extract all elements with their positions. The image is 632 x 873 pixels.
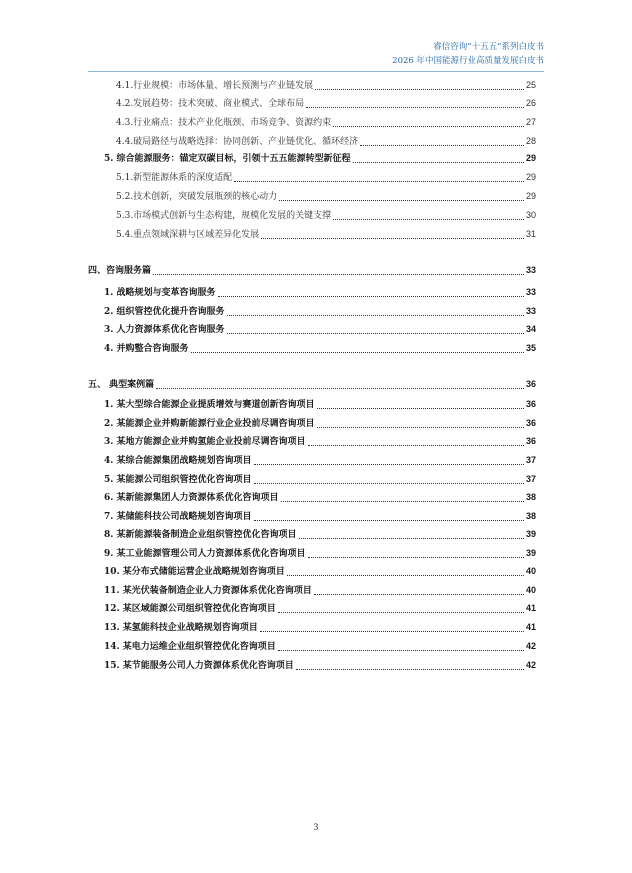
toc-entry-page: 26 (525, 98, 536, 108)
toc-entry[interactable] (104, 564, 536, 580)
toc-entry-title: 4. 并购整合咨询服务 (104, 344, 189, 354)
toc-entry-page: 28 (525, 136, 536, 146)
toc-entry-page: 38 (525, 511, 536, 521)
toc-entry-page: 41 (525, 603, 536, 613)
toc-leader-dots (260, 625, 524, 632)
toc-entry[interactable] (104, 285, 536, 301)
toc-entry[interactable] (104, 658, 536, 674)
toc-leader-dots (333, 120, 524, 127)
toc-entry[interactable] (104, 341, 536, 357)
toc-entry[interactable] (104, 546, 536, 562)
toc-leader-dots (314, 588, 524, 595)
toc-entry-title: 6. 某新能源集团人力资源体系优化咨询项目 (104, 493, 279, 503)
toc-leader-dots (254, 477, 524, 484)
toc-entry-page: 25 (525, 80, 536, 90)
toc-leader-dots (353, 156, 524, 163)
toc-entry[interactable] (104, 620, 536, 636)
toc-entry-page: 38 (525, 492, 536, 502)
toc-entry-page: 35 (525, 343, 536, 353)
toc-entry-page: 29 (525, 172, 536, 182)
toc-leader-dots (308, 439, 524, 446)
toc-leader-dots (261, 232, 524, 239)
toc-entry-page: 36 (525, 436, 536, 446)
toc-entry-title: 5.4.重点领域深耕与区域差异化发展 (116, 230, 260, 240)
toc-entry-title: 14. 某电力运维企业组织管控优化咨询项目 (104, 642, 276, 652)
toc-leader-dots (278, 644, 524, 651)
toc-leader-dots (315, 83, 524, 90)
toc-entry-title: 3. 某地方能源企业并购氢能企业投前尽调咨询项目 (104, 437, 306, 447)
toc-entry-title: 4. 某综合能源集团战略规划咨询项目 (104, 456, 252, 466)
toc-leader-dots (308, 551, 524, 558)
toc-entry[interactable] (104, 527, 536, 543)
toc-entry[interactable] (116, 189, 536, 205)
toc-entry-page: 31 (525, 229, 536, 239)
toc-entry-title: 四、咨询服务篇 (88, 266, 152, 276)
header-divider (88, 71, 544, 72)
toc-entry-title: 11. 某光伏装备制造企业人力资源体系优化咨询项目 (104, 586, 312, 596)
toc-entry-page: 37 (525, 474, 536, 484)
toc-entry[interactable] (104, 416, 536, 432)
toc-entry[interactable] (116, 227, 536, 243)
toc-leader-dots (227, 309, 524, 316)
toc-entry-title: 3. 人力资源体系优化咨询服务 (104, 325, 225, 335)
toc-entry-page: 27 (525, 117, 536, 127)
toc-entry[interactable] (104, 397, 536, 413)
toc-leader-dots (317, 402, 524, 409)
toc-leader-dots (234, 175, 524, 182)
toc-entry-title: 5. 综合能源服务：锚定双碳目标，引领十五五能源转型新征程 (104, 154, 351, 164)
toc-entry[interactable] (88, 263, 536, 279)
toc-entry[interactable] (116, 78, 536, 94)
toc-entry[interactable] (116, 115, 536, 131)
toc-entry-title: 5. 某能源公司组织管控优化咨询项目 (104, 475, 252, 485)
toc-entry-page: 29 (525, 153, 536, 163)
toc-leader-dots (296, 663, 524, 670)
toc-entry-title: 2. 某能源企业并购新能源行业企业投前尽调咨询项目 (104, 419, 315, 429)
toc-entry[interactable] (104, 639, 536, 655)
toc-leader-dots (360, 139, 524, 146)
toc-entry-page: 42 (525, 641, 536, 651)
toc-entry-page: 39 (525, 548, 536, 558)
toc-leader-dots (218, 290, 524, 297)
toc-leader-dots (287, 569, 524, 576)
toc-entry-title: 1. 某大型综合能源企业提质增效与赛道创新咨询项目 (104, 400, 315, 410)
toc-leader-dots (153, 268, 524, 275)
toc-leader-dots (278, 606, 524, 613)
toc-entry[interactable] (104, 490, 536, 506)
toc-entry[interactable] (116, 96, 536, 112)
toc-entry-title: 15. 某节能服务公司人力资源体系优化咨询项目 (104, 661, 294, 671)
header-series-title: 睿信咨询“十五五”系列白皮书 (433, 42, 544, 52)
toc-entry[interactable] (116, 134, 536, 150)
toc-entry-page: 30 (525, 210, 536, 220)
toc-leader-dots (279, 194, 524, 201)
document-header (392, 40, 544, 68)
toc-leader-dots (254, 514, 524, 521)
toc-entry-page: 39 (525, 529, 536, 539)
page-number: 3 (313, 822, 319, 832)
toc-leader-dots (254, 458, 524, 465)
toc-entry-title: 12. 某区域能源公司组织管控优化咨询项目 (104, 604, 276, 614)
toc-entry[interactable] (104, 453, 536, 469)
toc-entry[interactable] (104, 434, 536, 450)
toc-entry-page: 33 (525, 287, 536, 297)
toc-entry-title: 10. 某分布式储能运营企业战略规划咨询项目 (104, 567, 285, 577)
toc-entry-title: 4.2.发展趋势：技术突破、商业模式、全球布局 (116, 99, 305, 109)
toc-entry-page: 33 (525, 306, 536, 316)
toc-leader-dots (227, 327, 524, 334)
toc-entry-page: 34 (525, 324, 536, 334)
toc-entry-title: 1. 战略规划与变革咨询服务 (104, 288, 216, 298)
toc-entry-page: 40 (525, 585, 536, 595)
toc-entry-page: 33 (525, 265, 536, 275)
toc-leader-dots (281, 495, 524, 502)
toc-entry-title: 2. 组织管控优化提升咨询服务 (104, 307, 225, 317)
toc-entry[interactable] (104, 509, 536, 525)
toc-entry[interactable] (88, 377, 536, 393)
toc-entry-title: 4.4.破局路径与战略选择：协同创新、产业链优化、循环经济 (116, 137, 359, 147)
toc-entry-page: 40 (525, 566, 536, 576)
toc-entry[interactable] (104, 322, 536, 338)
toc-entry-page: 42 (525, 660, 536, 670)
toc-entry[interactable] (104, 583, 536, 599)
toc-leader-dots (299, 532, 524, 539)
toc-entry[interactable] (104, 151, 536, 167)
toc-leader-dots (191, 346, 524, 353)
toc-entry-title: 4.3.行业痛点：技术产业化瓶颈、市场竞争、资源约束 (116, 118, 332, 128)
toc-entry-page: 36 (525, 379, 536, 389)
header-report-title: 2026 年中国能源行业高质量发展白皮书 (392, 56, 544, 66)
toc-entry-title: 7. 某储能科技公司战略规划咨询项目 (104, 512, 252, 522)
toc-leader-dots (317, 421, 524, 428)
toc-leader-dots (306, 101, 524, 108)
toc-entry-page: 37 (525, 455, 536, 465)
toc-entry-title: 13. 某氢能科技企业战略规划咨询项目 (104, 623, 258, 633)
toc-entry[interactable] (104, 601, 536, 617)
toc-leader-dots (333, 213, 524, 220)
toc-entry[interactable] (104, 304, 536, 320)
toc-entry-title: 五、 典型案例篇 (88, 380, 155, 390)
toc-entry-title: 5.3.市场模式创新与生态构建，规模化发展的关键支撑 (116, 211, 332, 221)
toc-entry-title: 5.1.新型能源体系的深度适配 (116, 173, 233, 183)
toc-entry-page: 41 (525, 622, 536, 632)
toc-entry[interactable] (104, 472, 536, 488)
toc-entry-title: 8. 某新能源装备制造企业组织管控优化咨询项目 (104, 530, 297, 540)
toc-entry-title: 5.2.技术创新，突破发展瓶颈的核心动力 (116, 192, 278, 202)
toc-entry[interactable] (116, 208, 536, 224)
toc-entry-page: 36 (525, 418, 536, 428)
toc-entry-title: 9. 某工业能源管理公司人力资源体系优化咨询项目 (104, 549, 306, 559)
toc-entry-page: 36 (525, 399, 536, 409)
toc-leader-dots (156, 382, 524, 389)
toc-entry-title: 4.1.行业规模：市场体量、增长预测与产业链发展 (116, 81, 314, 91)
toc-entry[interactable] (116, 170, 536, 186)
toc-entry-page: 29 (525, 191, 536, 201)
